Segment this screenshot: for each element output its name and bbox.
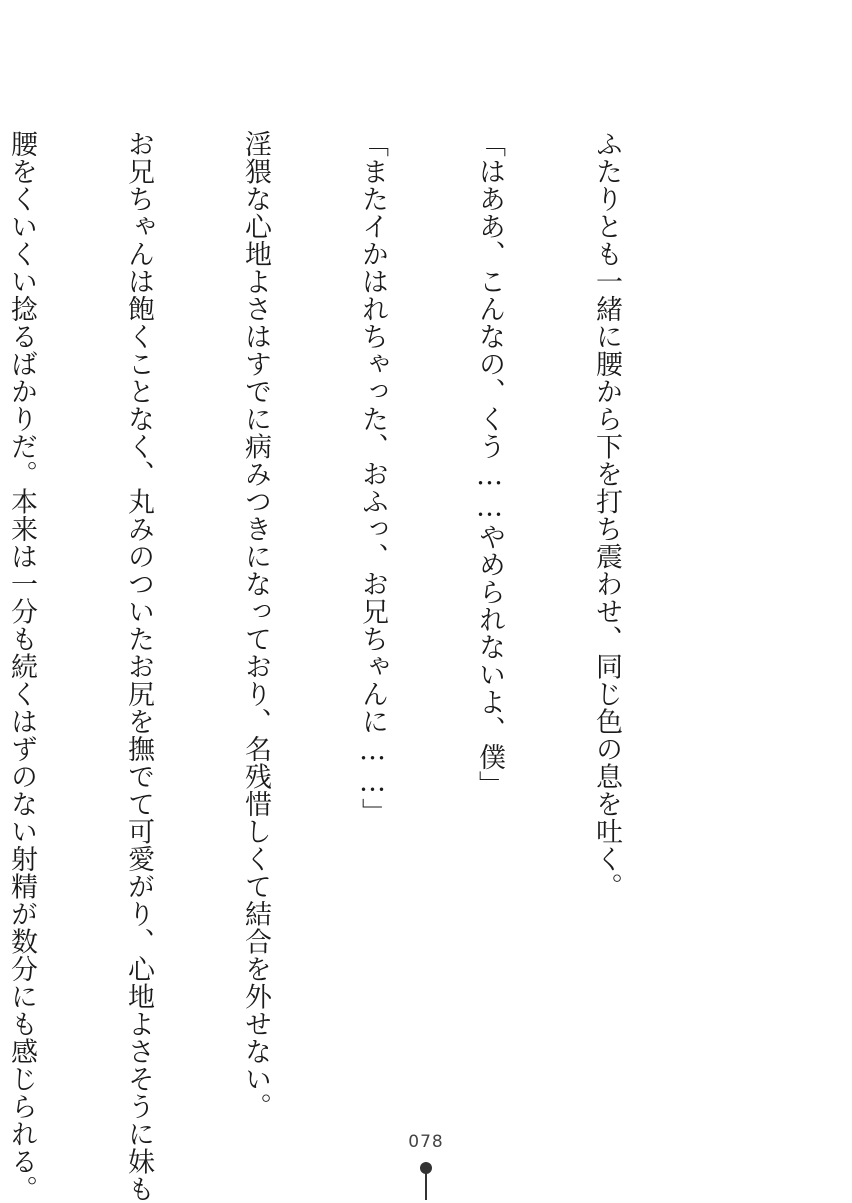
page-number: 078 [408,1132,444,1152]
page-ornament-icon [420,1162,432,1200]
text-line: 腰をくいくい捻るばかりだ。本来は一分も続くはずのない射精が数分にも感じられる。 [6,130,37,1203]
text-line: ふたりとも一緒に腰から下を打ち震わせ、同じ色の息を吐く。 [591,130,622,900]
text-line: お兄ちゃんは飽くことなく、丸みのついたお尻を撫でて可愛がり、心地よさそうに妹も [123,130,154,1203]
text-line: 淫猥な心地よさはすでに病みつきになっており、名残惜しくて結合を外せない。 [240,130,271,1120]
ornament-line [425,1172,427,1200]
text-line: 「またイかはれちゃった、おふっ、お兄ちゃんに……」 [357,130,388,826]
text-line: 「はああ、こんなの、くう……やめられないよ、僕」 [474,130,505,798]
